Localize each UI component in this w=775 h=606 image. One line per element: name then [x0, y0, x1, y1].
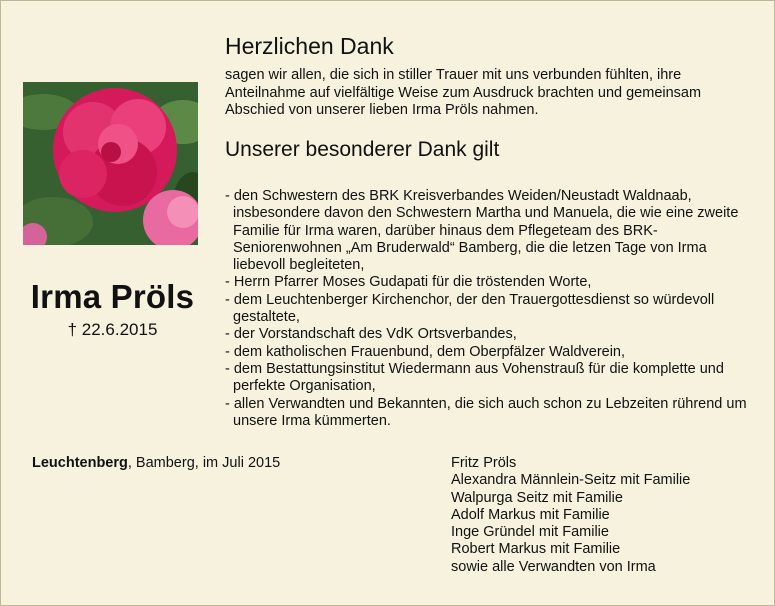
list-item: - dem katholischen Frauenbund, dem Oberpfälzer Waldverein, — [225, 343, 626, 360]
signer: Fritz Pröls — [451, 455, 517, 471]
deceased-name: Irma Pröls — [30, 278, 195, 315]
signers-list — [451, 455, 690, 576]
peony-flower-photo — [23, 82, 198, 245]
place-name: Leuchtenberg — [32, 455, 128, 471]
signer: Inge Gründel mit Familie — [451, 524, 609, 541]
signer: Walpurga Seitz mit Familie — [451, 489, 623, 506]
place-date: , Bamberg, im Juli 2015 — [127, 455, 281, 471]
list-item: - der Vorstandschaft des VdK Ortsverbandes, — [225, 326, 517, 343]
thanks-heading: Herzlichen Dank — [225, 33, 394, 59]
special-thanks-list — [225, 188, 760, 430]
list-item: - dem Leuchtenberger Kirchenchor, der den Trauergottesdienst so würdevoll gestaltete, — [225, 291, 715, 326]
list-item: - den Schwestern des BRK Kreisverbandes Weiden/Neustadt Waldnaab, insbesondere davon den Schwestern Martha und Manuela, die wie eine zweite Familie für Irma waren, darüber hinaus dem Pflegeteam des BRK-Seniorenwohnen „Am Bruderwald“ Bamberg, die die letzen Tage von Irma liebevoll begleiteten, — [225, 188, 739, 274]
signer: Robert Markus mit Familie — [451, 541, 621, 558]
signer: sowie alle Verwandten von Irma — [451, 558, 656, 575]
special-thanks-heading: Unserer besonderer Dank gilt — [225, 138, 500, 161]
list-item: - dem Bestattungsinstitut Wiedermann aus Vohenstrauß für die komplette und perfekte Organisation, — [225, 360, 724, 395]
signer: Adolf Markus mit Familie — [451, 506, 610, 523]
list-item: - allen Verwandten und Bekannten, die sich auch schon zu Lebzeiten rührend um unsere Irma kümmerten. — [225, 395, 747, 429]
intro-text: sagen wir allen, die sich in stiller Trauer mit uns verbunden fühlten, ihre Anteilnahme auf vielfältige Weise zum Ausdruck brachten und gemeinsam Abschied von unserer lieben Irma Pröls nahmen. — [225, 67, 702, 118]
list-item: - Herrn Pfarrer Moses Gudapati für die tröstenden Worte, — [225, 274, 592, 291]
death-date: † 22.6.2015 — [67, 320, 158, 339]
place-date-line — [32, 455, 280, 471]
signer: Alexandra Männlein-Seitz mit Familie — [451, 472, 691, 489]
